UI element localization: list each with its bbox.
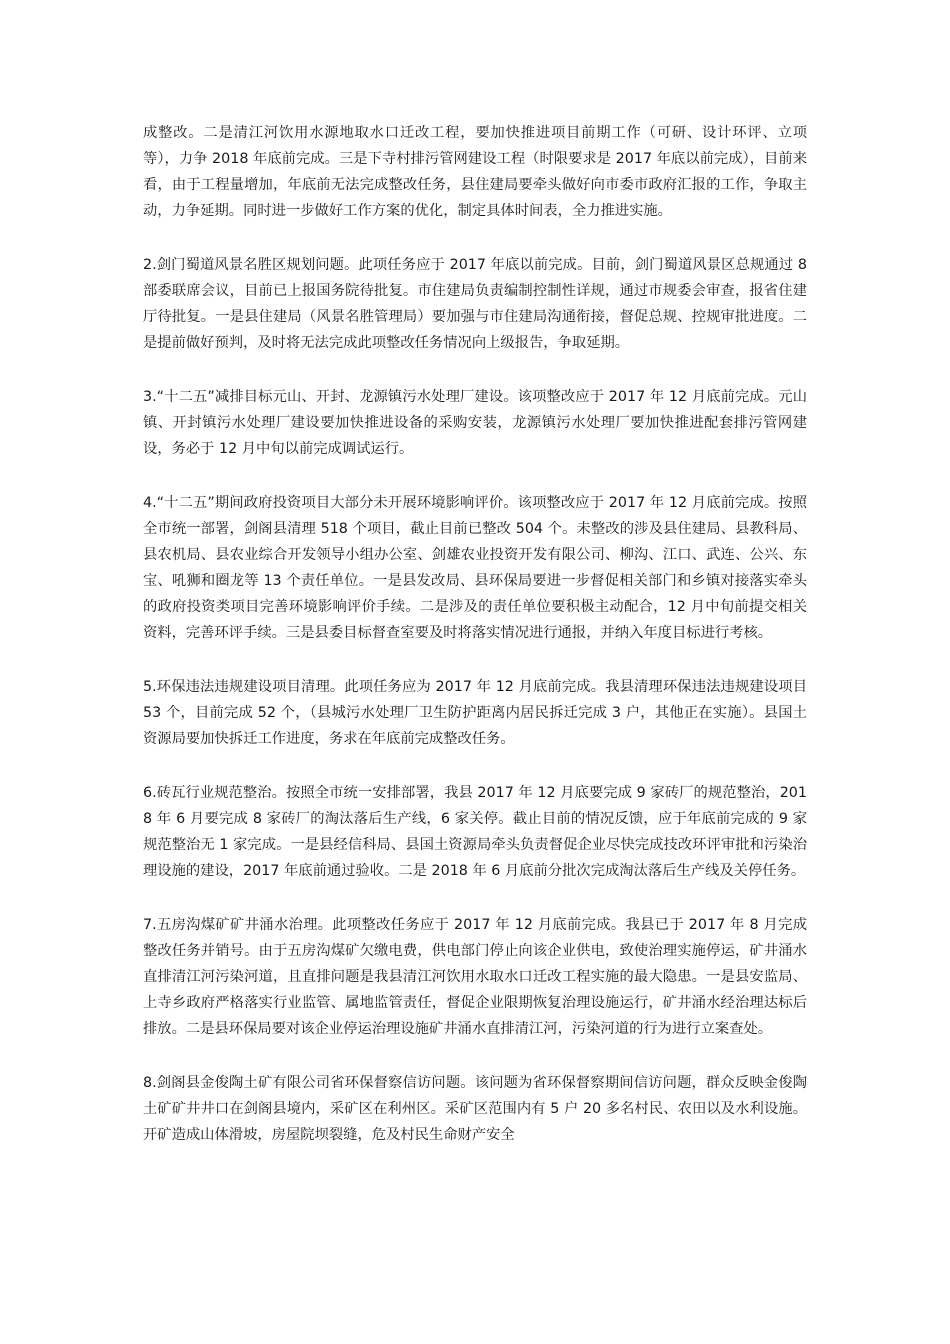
document-body	[143, 120, 807, 1176]
paragraph-continuation: 成整改。二是清江河饮用水源地取水口迁改工程，要加快推进项目前期工作（可研、设计环评、立项等），力争 2018 年底前完成。三是下寺村排污管网建设工程（时限要求是 2017 年底以前完成），目前来看，由于工程量增加，年底前无法完成整改任务，县住建局要牵头做好向市委市政府汇报的工作，争取主动，力争延期。同时进一步做好工作方案的优化，制定具体时间表，全力推进实施。	[143, 125, 807, 219]
paragraph-item-6: 6.砖瓦行业规范整治。按照全市统一安排部署，我县 2017 年 12 月底要完成 9 家砖厂的规范整治，2018 年 6 月要完成 8 家砖厂的淘汰落后生产线，6 家关停。截止目前的情况反馈，应于年底前完成的 9 家规范整治无 1 家完成。一是县经信科局、县国土资源局牵头负责督促企业尽快完成技改环评审批和污染治理设施的建设，2017 年底前通过验收。二是 2018 年 6 月底前分批次完成淘汰落后生产线及关停任务。	[143, 785, 807, 879]
paragraph-item-5: 5.环保违法违规建设项目清理。此项任务应为 2017 年 12 月底前完成。我县清理环保违法违规建设项目 53 个，目前完成 52 个，（县城污水处理厂卫生防护距离内居民拆迁完成 3 户，其他正在实施）。县国土资源局要加快拆迁工作进度，务求在年底前完成整改任务。	[143, 679, 807, 747]
paragraph-item-2: 2.剑门蜀道风景名胜区规划问题。此项任务应于 2017 年底以前完成。目前，剑门蜀道风景区总规通过 8 部委联席会议，目前已上报国务院待批复。市住建局负责编制控制性详规，通过市规委会审查，报省住建厅待批复。一是县住建局（风景名胜管理局）要加强与市住建局沟通衔接，督促总规、控规审批进度。二是提前做好预判，及时将无法完成此项整改任务情况向上级报告，争取延期。	[143, 257, 807, 351]
paragraph-item-4: 4.“十二五”期间政府投资项目大部分未开展环境影响评价。该项整改应于 2017 年 12 月底前完成。按照全市统一部署，剑阁县清理 518 个项目，截止目前已整改 504 个。未整改的涉及县住建局、县教科局、县农机局、县农业综合开发领导小组办公室、剑雄农业投资开发有限公司、柳沟、江口、武连、公兴、东宝、吼狮和圈龙等 13 个责任单位。一是县发改局、县环保局要进一步督促相关部门和乡镇对接落实牵头的政府投资类项目完善环境影响评价手续。二是涉及的责任单位要积极主动配合，12 月中旬前提交相关资料，完善环评手续。三是县委目标督查室要及时将落实情况进行通报，并纳入年度目标进行考核。	[143, 495, 807, 641]
paragraph-item-8: 8.剑阁县金俊陶土矿有限公司省环保督察信访问题。该问题为省环保督察期间信访问题，群众反映金俊陶土矿矿井井口在剑阁县境内，采矿区在利州区。采矿区范围内有 5 户 20 多名村民、农田以及水利设施。开矿造成山体滑坡，房屋院坝裂缝，危及村民生命财产安全	[143, 1075, 807, 1143]
paragraph-item-3: 3.“十二五”减排目标元山、开封、龙源镇污水处理厂建设。该项整改应于 2017 年 12 月底前完成。元山镇、开封镇污水处理厂建设要加快推进设备的采购安装，龙源镇污水处理厂要加快推进配套排污管网建设，务必于 12 月中旬以前完成调试运行。	[143, 389, 807, 457]
paragraph-item-7: 7.五房沟煤矿矿井涌水治理。此项整改任务应于 2017 年 12 月底前完成。我县已于 2017 年 8 月完成整改任务并销号。由于五房沟煤矿欠缴电费，供电部门停止向该企业供电，致使治理实施停运，矿井涌水直排清江河污染河道，且直排问题是我县清江河饮用水取水口迁改工程实施的最大隐患。一是县安监局、上寺乡政府严格落实行业监管、属地监管责任，督促企业限期恢复治理设施运行，矿井涌水经治理达标后排放。二是县环保局要对该企业停运治理设施矿井涌水直排清江河，污染河道的行为进行立案查处。	[143, 917, 807, 1037]
